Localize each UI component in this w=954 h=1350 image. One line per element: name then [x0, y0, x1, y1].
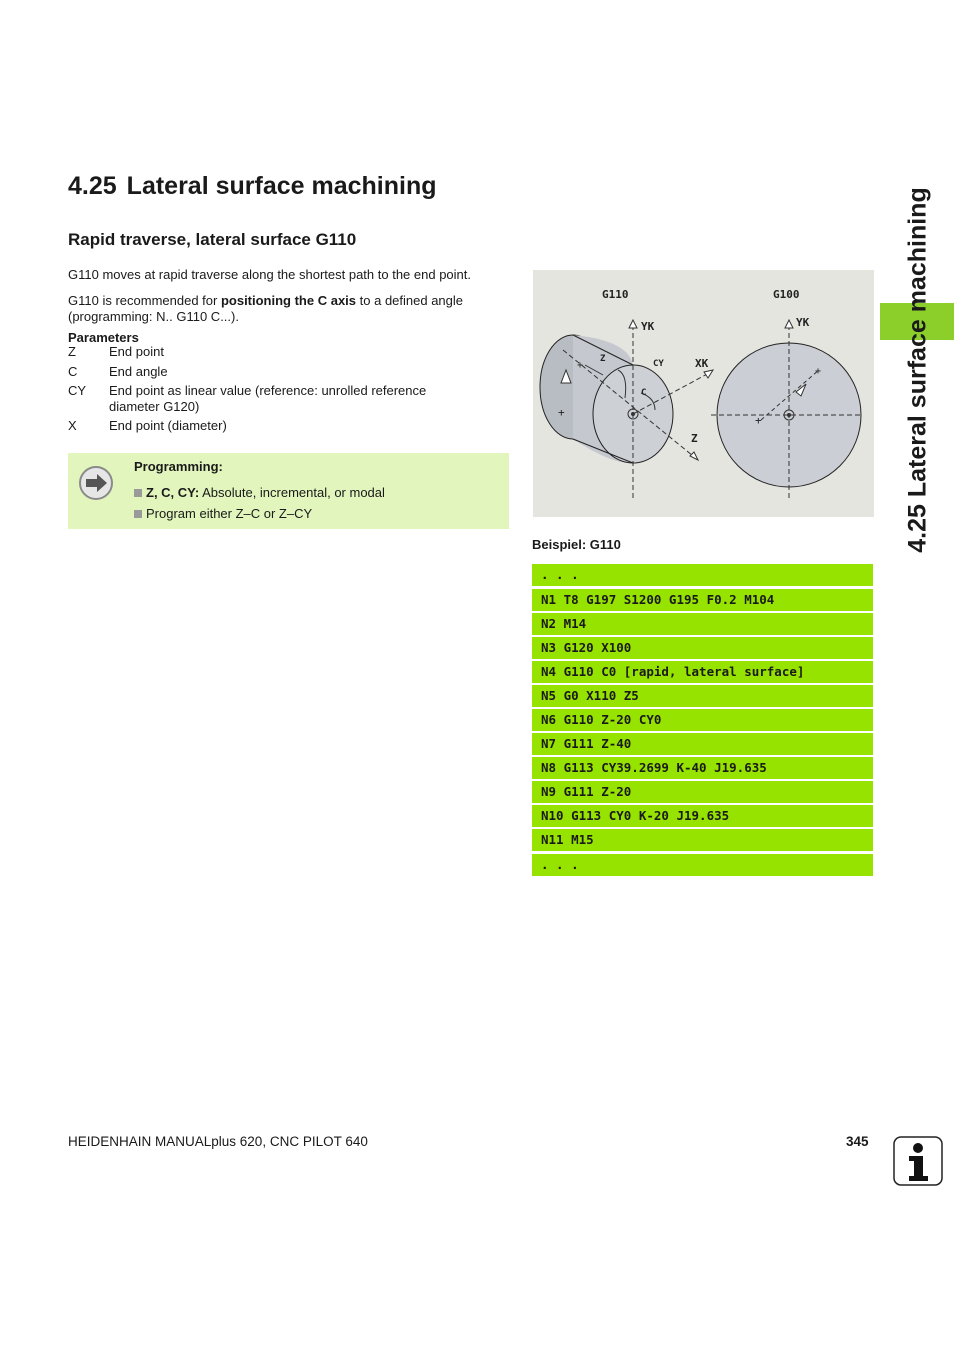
- label-z-bottom: Z: [691, 432, 698, 445]
- svg-text:+: +: [815, 366, 822, 377]
- label-xk: XK: [695, 357, 709, 370]
- parameter-key: C: [68, 364, 78, 379]
- note-line-2: [134, 506, 312, 521]
- programming-note: [68, 453, 509, 529]
- parameter-value: End point: [109, 344, 164, 359]
- code-line: N8 G113 CY39.2699 K-40 J19.635: [532, 757, 873, 779]
- parameter-key: X: [68, 418, 77, 433]
- intro-p2-tail: to a defined angle (programming: N.. G110 C...).: [68, 293, 464, 324]
- g110-figure: [533, 270, 874, 517]
- parameter-value: End angle: [109, 364, 168, 379]
- label-z-top: Z: [600, 354, 606, 364]
- arrow-right-icon: [79, 466, 113, 500]
- subsection-heading: Rapid traverse, lateral surface G110: [68, 230, 357, 249]
- note-line-1-bold: Z, C, CY:: [146, 485, 200, 500]
- code-line: N9 G111 Z-20: [532, 781, 873, 803]
- parameter-value: End point (diameter): [109, 418, 227, 433]
- note-line-1-text: Absolute, incremental, or modal: [199, 485, 385, 500]
- parameters-title: Parameters: [68, 330, 139, 345]
- intro-paragraph-1: G110 moves at rapid traverse along the shortest path to the end point.: [68, 267, 472, 282]
- label-cy: CY: [653, 359, 664, 369]
- note-line-1: [134, 485, 385, 500]
- code-line: N7 G111 Z-40: [532, 733, 873, 755]
- parameter-value: End point as linear value (reference: unrolled reference diameter G120): [109, 383, 427, 414]
- code-line: N6 G110 Z-20 CY0: [532, 709, 873, 731]
- page-number: 345: [846, 1134, 869, 1149]
- chapter-side-title: 4.25 Lateral surface machining: [903, 187, 932, 553]
- label-yk-left: YK: [641, 320, 655, 333]
- code-line: N4 G110 C0 [rapid, lateral surface]: [532, 661, 873, 683]
- code-line: N10 G113 CY0 K-20 J19.635: [532, 805, 873, 827]
- bullet-square-icon: [134, 489, 142, 497]
- parameter-key: CY: [68, 383, 87, 398]
- footer-manual-title: HEIDENHAIN MANUALplus 620, CNC PILOT 640: [68, 1134, 368, 1149]
- code-line: N1 T8 G197 S1200 G195 F0.2 M104: [532, 589, 873, 611]
- note-title: Programming:: [134, 459, 223, 474]
- code-line: N11 M15: [532, 829, 873, 851]
- section-number: 4.25: [68, 172, 117, 200]
- svg-text:+: +: [577, 360, 584, 371]
- label-yk-right: YK: [796, 316, 810, 329]
- code-line: N5 G0 X110 Z5: [532, 685, 873, 707]
- note-line-2-text: Program either Z–C or Z–CY: [146, 506, 313, 521]
- label-c: C: [641, 388, 647, 398]
- label-g100: G100: [773, 288, 800, 301]
- section-title: Lateral surface machining: [126, 172, 437, 200]
- bullet-square-icon: [134, 510, 142, 518]
- intro-paragraph-2: [68, 293, 518, 325]
- example-caption: Beispiel: G110: [532, 537, 621, 552]
- code-line: . . .: [532, 854, 873, 876]
- intro-p2-text: G110 is recommended for: [68, 293, 221, 308]
- svg-text:+: +: [755, 414, 762, 427]
- section-heading: [68, 172, 437, 201]
- svg-text:+: +: [558, 406, 565, 419]
- parameter-key: Z: [68, 344, 76, 359]
- intro-p2-bold: positioning the C axis: [220, 293, 357, 308]
- code-line: N3 G120 X100: [532, 637, 873, 659]
- code-line: . . .: [532, 564, 873, 586]
- info-icon: [893, 1136, 943, 1186]
- code-line: N2 M14: [532, 613, 873, 635]
- label-g110: G110: [602, 288, 629, 301]
